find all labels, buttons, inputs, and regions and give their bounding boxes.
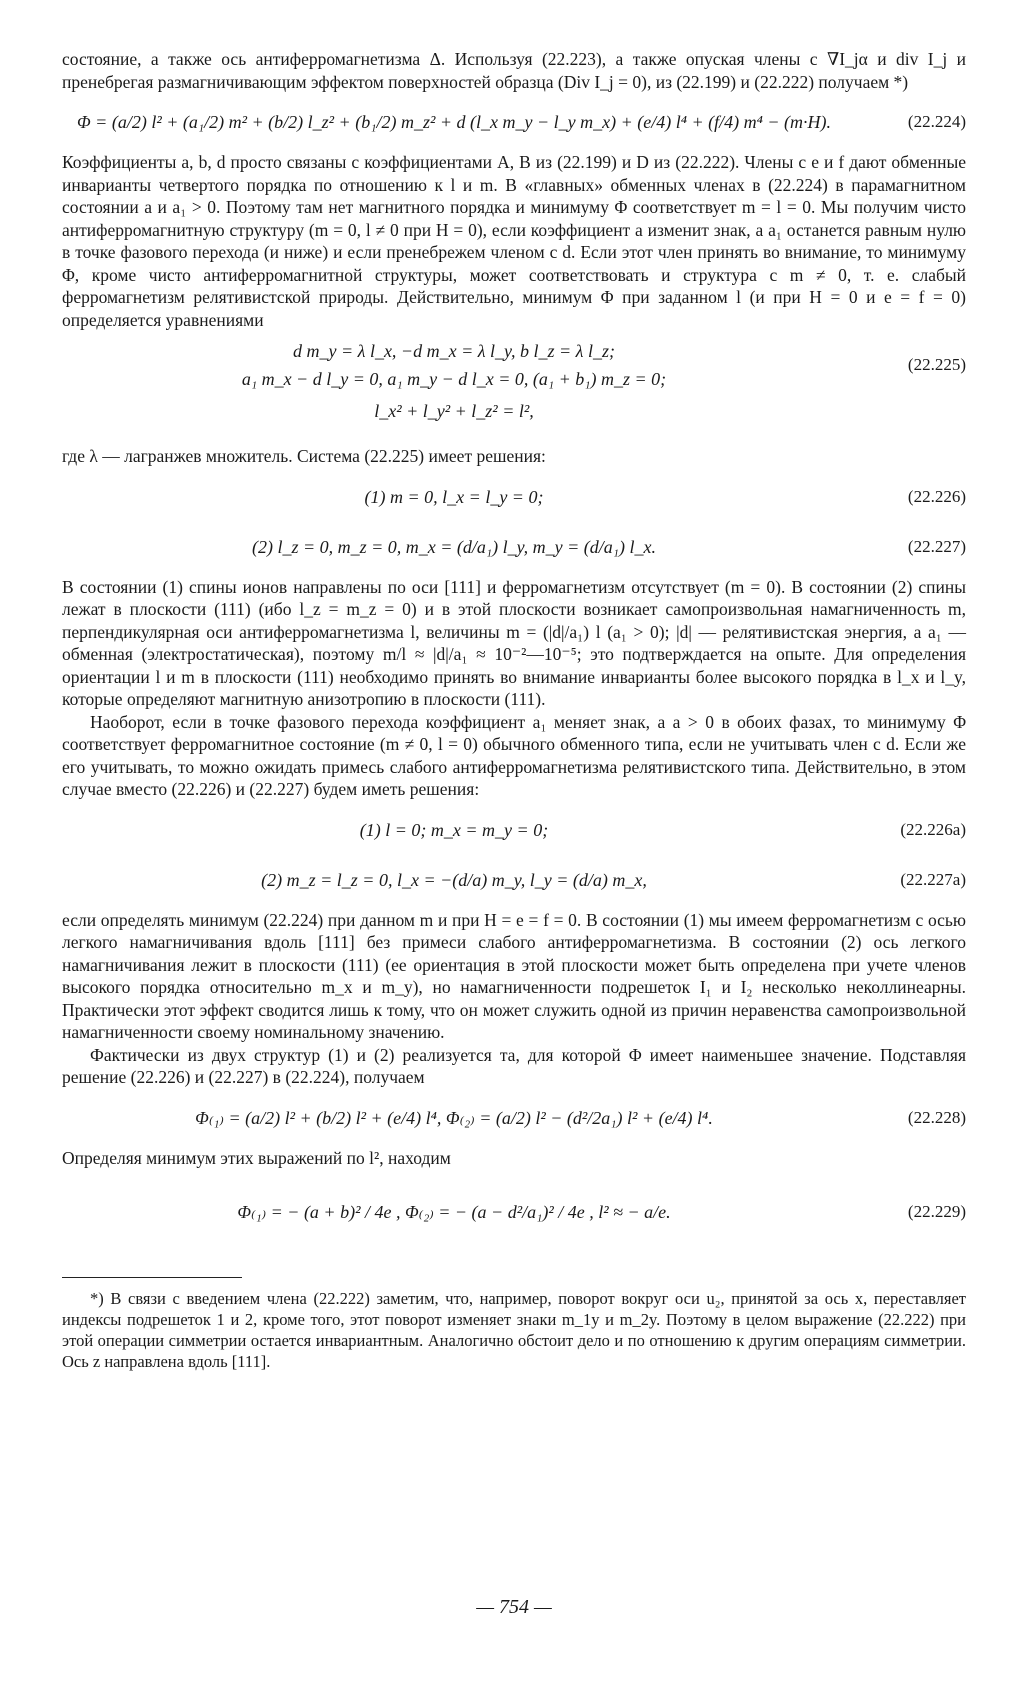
paragraph-3: где λ — лагранжев множитель. Система (22.225) имеет решения: bbox=[62, 446, 546, 466]
equation-number: (22.227a) bbox=[900, 869, 966, 889]
equation-22-229 bbox=[62, 1177, 966, 1247]
equation-body: Φ = (a/2) l² + (a₁/2) m² + (b/2) l_z² + (b₁/2) m_z² + d (l_x m_y − l_y m_x) + (e/4) l⁴ + (f/4) m⁴ − (m·H). bbox=[76, 112, 831, 132]
equation-line: d m_y = λ l_x, −d m_x = λ l_y, b l_z = λ l_z; bbox=[293, 341, 615, 361]
paragraph-2: Коэффициенты a, b, d просто связаны с коэффициентами A, B из (22.199) и D из (22.222). Члены с e и f дают обменные инварианты четвертого порядка по отношению к l и m. В «главных» обменных членах в (22.224) в парамагнитном состоянии a и a₁ > 0. Поэтому там нет магнитного порядка и минимуму Φ соответствует m = l = 0. Мы получим чисто антиферромагнитную структуру (m = 0, l ≠ 0 при H = 0), если коэффициент a изменит знак, а a₁ останется равным нулю в точке фазового перехода (и ниже) и если пренебрежем членом с d. Если этот член принять во внимание, то минимуму Φ, кроме чисто антиферромагнитной структуры, может соответствовать и структура с m ≠ 0, т. е. слабый ферромагнетизм релятивистской природы. Действительно, минимум Φ при заданном l (и при H = 0 и e = f = 0) определяется уравнениями bbox=[62, 152, 966, 330]
equation-number: (22.227) bbox=[907, 536, 966, 556]
equation-system-22-225 bbox=[62, 337, 966, 437]
equation-number: (22.229) bbox=[907, 1202, 966, 1221]
equation-body: (2) m_z = l_z = 0, l_x = −(d/a) m_y, l_y = (d/a) m_x, bbox=[261, 869, 647, 890]
paragraph-8: Определяя минимум этих выражений по l², находим bbox=[62, 1147, 451, 1168]
footnote bbox=[62, 1288, 966, 1372]
equation-22-227a bbox=[62, 859, 966, 901]
equation-22-224 bbox=[62, 101, 966, 143]
footnote-divider bbox=[62, 1277, 242, 1278]
equation-line: a₁ m_x − d l_y = 0, a₁ m_y − d l_x = 0, (a₁ + b₁) m_z = 0; bbox=[241, 369, 667, 389]
paragraph-6: если определять минимум (22.224) при данном m и при H = e = f = 0. В состоянии (1) мы имеем ферромагнетизм с осью легкого намагничивания вдоль [111] без примеси слабого антиферромагнетизма. В состоянии (2) ось легкого намагничивания лежит в плоскости (111) (ее ориентация в этой плоскости может быть определена при учете членов высокого порядка относительно m_x и m_y), но намагниченности подрешеток I₁ и I₂ несколько неколлинеарны. Практически этот эффект сводится лишь к тому, что он может служить одной из причин неравенства самопроизвольной намагниченности своему номинальному значению. bbox=[62, 909, 966, 1042]
equation-number: (22.226a) bbox=[900, 819, 966, 839]
equation-number: (22.225) bbox=[907, 355, 966, 374]
paragraph-1: состояние, а также ось антиферромагнетизма Δ. Используя (22.223), а также опуская члены с ∇I_jα и div I_j и пренебрегая размагничивающим эффектом поверхностей образца (Div I_j = 0), из (22.199) и (22.222) получаем *) bbox=[62, 49, 966, 92]
equation-22-227 bbox=[62, 526, 966, 568]
paragraph-5: Наоборот, если в точке фазового перехода коэффициент a₁ меняет знак, а a > 0 в обоих фазах, то минимуму Φ соответствует ферромагнитное состояние (m ≠ 0, l = 0) обычного обменного типа, если не учитывать член с d. Если же его учитывать, то можно ожидать примесь слабого антиферромагнетизма релятивистского типа. Действительно, в этом случае вместо (22.226) и (22.227) будем иметь решения: bbox=[62, 711, 966, 799]
page-number: — 754 — bbox=[476, 1596, 552, 1618]
equation-body: Φ₍₁₎ = (a/2) l² + (b/2) l² + (e/4) l⁴, Φ₍₂₎ = (a/2) l² − (d²/2a₁) l² + (e/4) l⁴. bbox=[195, 1107, 713, 1128]
paragraph-7: Фактически из двух структур (1) и (2) реализуется та, для которой Φ имеет наименьшее значение. Подставляя решение (22.226) и (22.227) в (22.224), получаем bbox=[62, 1044, 966, 1087]
equation-body: (2) l_z = 0, m_z = 0, m_x = (d/a₁) l_y, m_y = (d/a₁) l_x. bbox=[251, 536, 657, 557]
equation-number: (22.224) bbox=[907, 112, 966, 131]
paragraph-4: В состоянии (1) спины ионов направлены по оси [111] и ферромагнетизм отсутствует (m = 0). В состоянии (2) спины лежат в плоскости (111) (ибо l_z = m_z = 0) и в этой плоскости возникает самопроизвольная намагниченность m, перпендикулярная оси антиферромагнетизма l, величины m = (|d|/a₁) l (a₁ > 0); |d| — релятивистская энергия, а a₁ — обменная (электростатическая), поэтому m/l ≈ |d|/a₁ ≈ 10⁻²—10⁻⁵; это подтверждается на опыте. Для определения ориентации l и m в плоскости (111) необходимо принять во внимание инварианты более высокого порядка в l_x и l_y, которые определяют магнитную анизотропию в плоскости (111). bbox=[62, 576, 966, 709]
equation-number: (22.226) bbox=[907, 486, 966, 506]
equation-line: l_x² + l_y² + l_z² = l², bbox=[374, 401, 534, 421]
equation-body: (1) m = 0, l_x = l_y = 0; bbox=[364, 486, 544, 507]
equation-22-228 bbox=[62, 1097, 966, 1139]
footnote-text: *) В связи с введением члена (22.222) заметим, что, например, поворот вокруг оси u₂, принятой за ось x, переставляет индексы подрешеток 1 и 2, кроме того, этот поворот изменяет знаки m_1y и m_2y. Поэтому в целом выражение (22.222) при этой операции симметрии остается инвариантным. Аналогично обстоит дело и по отношению к другим операциям симметрии. Ось z направлена вдоль [111]. bbox=[62, 1289, 966, 1371]
equation-body: (1) l = 0; m_x = m_y = 0; bbox=[359, 819, 549, 840]
equation-number: (22.228) bbox=[907, 1107, 966, 1127]
equation-22-226 bbox=[62, 476, 966, 518]
page-content bbox=[62, 48, 966, 1618]
equation-22-226a bbox=[62, 809, 966, 851]
equation-body: Φ₍₁₎ = − (a + b)² / 4e , Φ₍₂₎ = − (a − d²/a₁)² / 4e , l² ≈ − a/e. bbox=[237, 1202, 671, 1222]
